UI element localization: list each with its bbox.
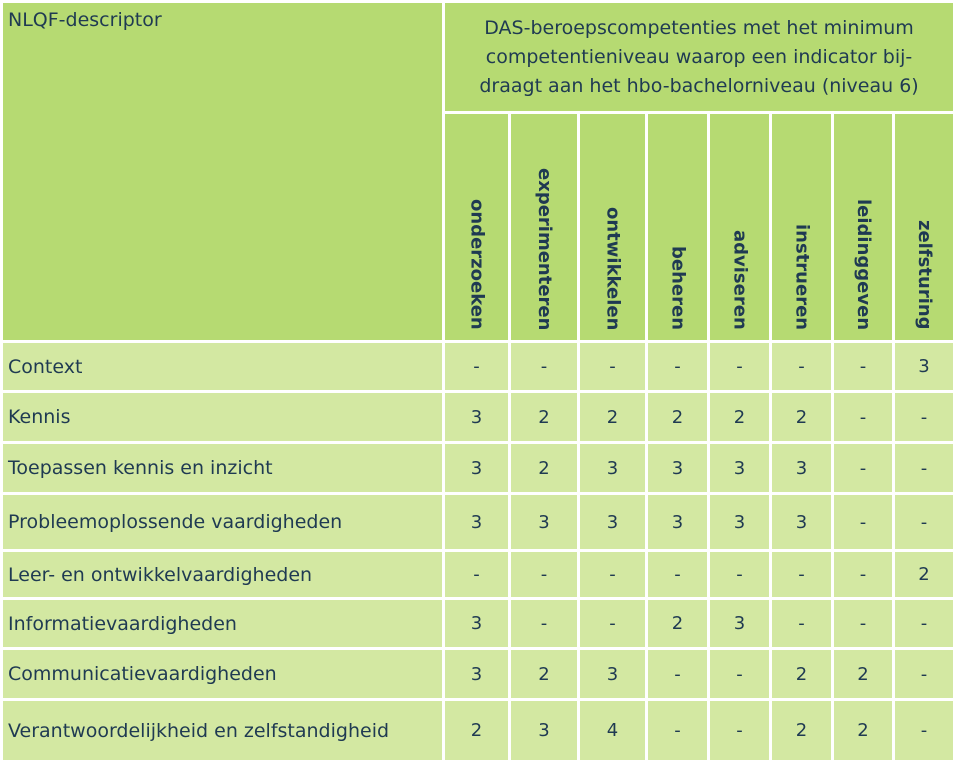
das-competencies-header: DAS-beroepscompetenties met het minimum competentieniveau waarop een indicator bij-draagt aan het hbo-bachelorniveau (niveau 6) bbox=[444, 2, 953, 113]
value-cell: 2 bbox=[510, 392, 579, 443]
value-cell: 3 bbox=[444, 443, 510, 494]
value-cell: 3 bbox=[444, 599, 510, 649]
value-cell: 2 bbox=[833, 649, 894, 700]
value-cell: - bbox=[510, 599, 579, 649]
value-cell: 3 bbox=[647, 494, 709, 551]
value-cell: 2 bbox=[579, 392, 647, 443]
competency-label: zelfsturing bbox=[913, 220, 935, 330]
value-cell: - bbox=[510, 342, 579, 392]
value-cell: - bbox=[771, 342, 833, 392]
table-row bbox=[2, 494, 953, 551]
value-cell: - bbox=[579, 599, 647, 649]
value-cell: 2 bbox=[894, 551, 953, 599]
value-cell: - bbox=[444, 342, 510, 392]
competency-header-leidinggeven bbox=[833, 113, 894, 342]
value-cell: 3 bbox=[444, 494, 510, 551]
row-label: Kennis bbox=[2, 392, 444, 443]
table-row bbox=[2, 599, 953, 649]
table-row bbox=[2, 443, 953, 494]
value-cell: - bbox=[771, 551, 833, 599]
competency-label: adviseren bbox=[729, 230, 751, 330]
value-cell: - bbox=[709, 700, 771, 762]
competency-header-zelfsturing bbox=[894, 113, 953, 342]
competency-label: onderzoeken bbox=[466, 199, 488, 330]
value-cell: - bbox=[894, 443, 953, 494]
row-label: Probleemoplossende vaardigheden bbox=[2, 494, 444, 551]
value-cell: - bbox=[894, 494, 953, 551]
value-cell: - bbox=[709, 649, 771, 700]
value-cell: 3 bbox=[510, 494, 579, 551]
competency-label: experimenteren bbox=[533, 168, 555, 330]
value-cell: - bbox=[833, 494, 894, 551]
value-cell: - bbox=[444, 551, 510, 599]
value-cell: - bbox=[833, 599, 894, 649]
value-cell: 3 bbox=[894, 342, 953, 392]
row-label: Communicatievaardigheden bbox=[2, 649, 444, 700]
table-row bbox=[2, 551, 953, 599]
competency-label: instrueren bbox=[791, 224, 813, 330]
competency-header-adviseren bbox=[709, 113, 771, 342]
value-cell: - bbox=[833, 551, 894, 599]
value-cell: - bbox=[647, 342, 709, 392]
value-cell: - bbox=[894, 700, 953, 762]
value-cell: 3 bbox=[579, 494, 647, 551]
value-cell: 2 bbox=[510, 443, 579, 494]
value-cell: - bbox=[647, 551, 709, 599]
value-cell: 4 bbox=[579, 700, 647, 762]
value-cell: 2 bbox=[771, 649, 833, 700]
value-cell: - bbox=[647, 649, 709, 700]
value-cell: 2 bbox=[771, 700, 833, 762]
value-cell: 3 bbox=[771, 494, 833, 551]
value-cell: 3 bbox=[709, 494, 771, 551]
value-cell: 2 bbox=[771, 392, 833, 443]
value-cell: 2 bbox=[647, 392, 709, 443]
value-cell: - bbox=[579, 342, 647, 392]
competency-header-instrueren bbox=[771, 113, 833, 342]
value-cell: 3 bbox=[647, 443, 709, 494]
value-cell: - bbox=[894, 599, 953, 649]
value-cell: 2 bbox=[510, 649, 579, 700]
row-label: Context bbox=[2, 342, 444, 392]
table-row bbox=[2, 649, 953, 700]
table-row bbox=[2, 392, 953, 443]
row-label: Verantwoordelijkheid en zelfstandigheid bbox=[2, 700, 444, 762]
value-cell: 3 bbox=[709, 443, 771, 494]
value-cell: 2 bbox=[709, 392, 771, 443]
value-cell: - bbox=[894, 392, 953, 443]
table-row bbox=[2, 700, 953, 762]
competency-label: beheren bbox=[667, 246, 689, 330]
value-cell: - bbox=[771, 599, 833, 649]
value-cell: - bbox=[833, 342, 894, 392]
value-cell: 3 bbox=[510, 700, 579, 762]
value-cell: 3 bbox=[579, 443, 647, 494]
value-cell: 3 bbox=[444, 649, 510, 700]
row-label: Leer- en ontwikkelvaardigheden bbox=[2, 551, 444, 599]
table-row bbox=[2, 342, 953, 392]
value-cell: 3 bbox=[444, 392, 510, 443]
value-cell: - bbox=[833, 443, 894, 494]
value-cell: - bbox=[709, 551, 771, 599]
value-cell: 2 bbox=[444, 700, 510, 762]
row-label: Informatievaardigheden bbox=[2, 599, 444, 649]
competency-header-experimenteren bbox=[510, 113, 579, 342]
value-cell: 2 bbox=[647, 599, 709, 649]
competency-label: leidinggeven bbox=[852, 199, 874, 330]
nlqf-descriptor-header: NLQF-descriptor bbox=[2, 2, 444, 342]
value-cell: - bbox=[833, 392, 894, 443]
value-cell: - bbox=[579, 551, 647, 599]
competency-header-ontwikkelen bbox=[579, 113, 647, 342]
value-cell: 3 bbox=[709, 599, 771, 649]
value-cell: 3 bbox=[771, 443, 833, 494]
competency-header-onderzoeken bbox=[444, 113, 510, 342]
competency-header-beheren bbox=[647, 113, 709, 342]
value-cell: 2 bbox=[833, 700, 894, 762]
value-cell: - bbox=[894, 649, 953, 700]
value-cell: - bbox=[510, 551, 579, 599]
competency-label: ontwikkelen bbox=[602, 207, 624, 330]
row-label: Toepassen kennis en inzicht bbox=[2, 443, 444, 494]
value-cell: - bbox=[709, 342, 771, 392]
value-cell: - bbox=[647, 700, 709, 762]
value-cell: 3 bbox=[579, 649, 647, 700]
